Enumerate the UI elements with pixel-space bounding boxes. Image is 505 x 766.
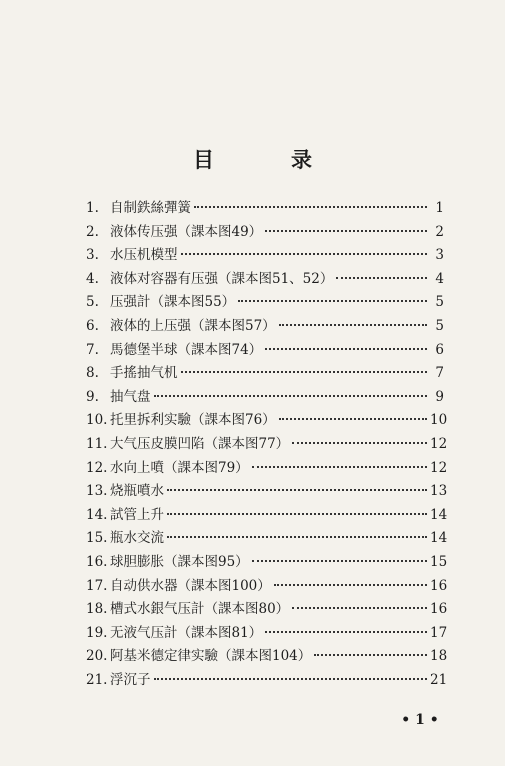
toc-entry-number: 9.	[86, 388, 99, 405]
toc-entry-number: 12.	[86, 459, 108, 476]
toc-entry-page: 18	[430, 648, 448, 665]
toc-entry-title: 液体传压强（課本图49）	[110, 223, 263, 240]
toc-entry-page: 5	[435, 294, 444, 311]
dot-leader	[167, 489, 427, 491]
toc-entry-number: 7.	[86, 341, 99, 358]
toc-entry-title: 試管上升	[110, 506, 164, 523]
toc-entry	[86, 526, 448, 550]
toc-entry-title: 球胆膨胀（課本图95）	[110, 553, 249, 570]
toc-entry	[86, 432, 448, 456]
toc-entry-page: 12	[430, 435, 448, 452]
toc-entry-title: 手搖抽气机	[110, 365, 178, 382]
toc-entry	[86, 621, 448, 645]
toc-entry	[86, 456, 448, 480]
dot-leader	[167, 536, 427, 538]
toc-entry-number: 16.	[86, 553, 108, 570]
toc-entry-number: 2.	[86, 223, 99, 240]
toc-entry	[86, 267, 444, 291]
toc-entry-number: 20.	[86, 648, 108, 665]
toc-entry-number: 10.	[86, 412, 108, 429]
toc-entry	[86, 290, 444, 314]
dot-leader	[265, 631, 427, 633]
page-number: • 1 •	[401, 712, 439, 728]
dot-leader	[194, 206, 427, 208]
toc-entry	[86, 503, 448, 527]
toc-entry	[86, 385, 444, 409]
dot-leader	[167, 513, 427, 515]
dot-leader	[314, 654, 427, 656]
toc-entry-page: 2	[435, 223, 444, 240]
toc-entry-page: 15	[430, 553, 448, 570]
dot-leader	[265, 348, 427, 350]
toc-entry-title: 抽气盘	[110, 388, 151, 405]
dot-leader	[252, 466, 427, 468]
dot-leader	[279, 418, 427, 420]
toc-entry	[86, 314, 444, 338]
toc-entry-title: 馬德堡半球（課本图74）	[110, 341, 263, 358]
toc-entry-title: 烧瓶噴水	[110, 483, 164, 500]
toc-entry-number: 5.	[86, 294, 99, 311]
toc-entry	[86, 574, 448, 598]
toc-entry-title: 液体的上压强（課本图57）	[110, 317, 276, 334]
toc-entry-number: 1.	[86, 200, 99, 216]
toc-entry-number: 4.	[86, 270, 99, 287]
toc-entry-number: 15.	[86, 530, 108, 547]
toc-entry-page: 14	[430, 530, 448, 547]
toc-entry-number: 19.	[86, 624, 108, 641]
toc-entry-page: 7	[435, 365, 444, 382]
toc-entry-title: 阿基米德定律实驗（課本图104）	[110, 648, 312, 665]
toc-entry-title: 浮沉子	[110, 671, 151, 688]
toc-entry	[86, 220, 444, 244]
toc-entry	[86, 550, 448, 574]
dot-leader	[279, 324, 427, 326]
toc-entry-title: 自动供水器（課本图100）	[110, 577, 271, 594]
dot-leader	[181, 371, 428, 373]
toc-entry	[86, 479, 448, 503]
toc-entry-title: 托里拆利实驗（課本图76）	[110, 412, 276, 429]
toc-entry	[86, 196, 444, 220]
toc-entry-title: 无液气压計（課本图81）	[110, 624, 263, 641]
toc-entry	[86, 668, 448, 692]
toc-entry-title: 压强計（課本图55）	[110, 294, 236, 311]
dot-leader	[336, 277, 427, 279]
toc-entry-page: 9	[435, 388, 444, 405]
toc-entry-title: 自制鉄絲彈簧	[110, 200, 191, 216]
toc-entry-page: 1	[435, 200, 444, 216]
dot-leader	[238, 300, 427, 302]
dot-leader	[154, 678, 428, 680]
dot-leader	[265, 230, 427, 232]
dot-leader	[181, 253, 428, 255]
toc-entry-number: 8.	[86, 365, 99, 382]
toc-entry	[86, 408, 448, 432]
toc-entry-page: 5	[435, 317, 444, 334]
toc-entry	[86, 243, 444, 267]
toc-entry-page: 10	[430, 412, 448, 429]
dot-leader	[154, 395, 428, 397]
toc-entry-number: 13.	[86, 483, 108, 500]
toc-entry-page: 17	[430, 624, 448, 641]
dot-leader	[292, 607, 427, 609]
dot-leader	[292, 442, 427, 444]
toc-entry-page: 21	[430, 671, 448, 688]
toc-entry	[86, 361, 444, 385]
table-of-contents	[86, 196, 448, 691]
toc-entry	[86, 597, 448, 621]
dot-leader	[252, 560, 427, 562]
toc-entry-page: 3	[435, 247, 444, 264]
toc-entry-page: 13	[430, 483, 448, 500]
toc-entry-number: 17.	[86, 577, 108, 594]
toc-entry-number: 6.	[86, 317, 99, 334]
toc-entry-page: 16	[430, 577, 448, 594]
toc-entry-number: 11.	[86, 435, 108, 452]
toc-entry	[86, 644, 448, 668]
toc-entry-page: 6	[435, 341, 444, 358]
toc-entry-title: 大气压皮膜凹陷（課本图77）	[110, 435, 290, 452]
toc-entry-page: 4	[435, 270, 444, 287]
toc-entry-number: 18.	[86, 601, 108, 618]
page-title: 目 录	[193, 147, 340, 172]
toc-entry-page: 16	[430, 601, 448, 618]
toc-entry-number: 14.	[86, 506, 108, 523]
dot-leader	[274, 584, 427, 586]
toc-entry	[86, 338, 444, 362]
toc-entry-number: 21.	[86, 671, 108, 688]
toc-entry-page: 12	[430, 459, 448, 476]
toc-entry-title: 瓶水交流	[110, 530, 164, 547]
toc-entry-title: 水向上噴（課本图79）	[110, 459, 249, 476]
toc-entry-title: 水压机模型	[110, 247, 178, 264]
toc-entry-page: 14	[430, 506, 448, 523]
toc-entry-title: 液体对容器有压强（課本图51、52）	[110, 270, 334, 287]
toc-entry-number: 3.	[86, 247, 99, 264]
toc-entry-title: 槽式水銀气压計（課本图80）	[110, 601, 290, 618]
